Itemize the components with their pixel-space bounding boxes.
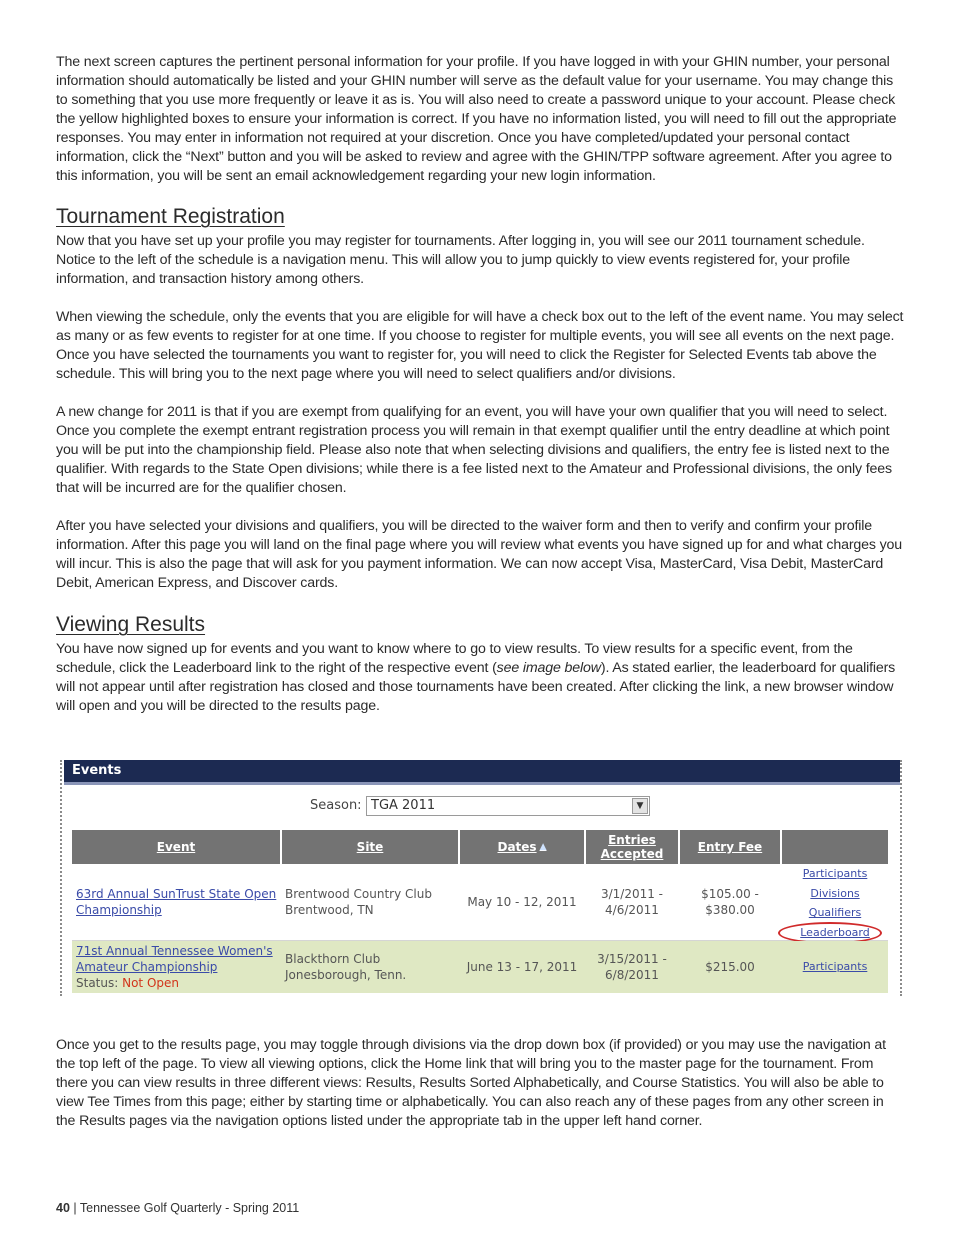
- event-name-link[interactable]: [76, 943, 273, 991]
- event-name-line1[interactable]: 71st Annual Tennessee Women's: [76, 944, 273, 958]
- site-name: Blackthorn Club: [285, 952, 381, 966]
- event-name-line1[interactable]: 63rd Annual SunTrust State Open: [76, 887, 277, 901]
- status-value: Not Open: [122, 976, 179, 990]
- table-row: [72, 864, 888, 941]
- results-paragraph-1: [56, 640, 906, 716]
- entries-header-line2: Accepted: [600, 847, 664, 861]
- heading-viewing-results: Viewing Results: [56, 613, 206, 636]
- fee-min: $105.00 -: [701, 887, 759, 901]
- registration-paragraph-2: When viewing the schedule, only the events that you are eligible for will have a check box out to the left of the event name. You may select as many or as few events to register for at one time. If you choose to register for multiple events, you will see all events on the next page. Once you have selected the tournaments you want to register for, you will need to click the Register for Selected Events tab above the schedule. This will bring you to the next page where you will need to select qualifiers and/or divisions.: [56, 309, 904, 382]
- intro-paragraph: The next screen captures the pertinent personal information for your profile. If you have logged in with your GHIN number, your personal information should automatically be listed and your GHIN number will serve as the default value for your username. You may change this to something that you use more frequently or leave it as is. You will also need to create a password unique to your account. Please check the yellow highlighted boxes to ensure your information is correct. If you have no information listed, you will need to fill out the appropriate responses. You may enter in information not required at your discretion. Once you have completed/updated your personal contact information, click the “Next” button and you will be asked to review and agree with the GHIN/TPP software agreement. After you agree to this information, you will be sent an email acknowledgement regarding your new login information.: [56, 54, 897, 184]
- site-location: Brentwood, TN: [285, 903, 374, 917]
- fee-header-label: Entry Fee: [697, 840, 763, 854]
- event-name-line2[interactable]: Amateur Championship: [76, 960, 218, 974]
- events-screenshot: [60, 760, 902, 996]
- entries-end: 6/8/2011: [605, 968, 659, 982]
- event-status: [76, 975, 273, 991]
- event-site: [285, 886, 432, 918]
- registration-paragraph-1: Now that you have set up your profile you may register for tournaments. After logging in, you will see our 2011 tournament schedule. Notice to the left of the schedule is a navigation menu. This will allow you to jump quickly to view events registered for, your profile information, and transaction history among others.: [56, 233, 865, 287]
- season-value: TGA 2011: [371, 798, 436, 813]
- event-site: [285, 951, 406, 983]
- season-select[interactable]: [366, 796, 650, 816]
- leaderboard-link[interactable]: Leaderboard: [800, 925, 870, 939]
- column-header-event[interactable]: [72, 830, 280, 864]
- event-name-line2[interactable]: Championship: [76, 903, 162, 917]
- column-header-entry-fee[interactable]: [680, 830, 780, 864]
- chevron-down-icon[interactable]: ▼: [632, 798, 648, 814]
- entries-accepted: [586, 886, 678, 918]
- event-dates: May 10 - 12, 2011: [467, 895, 577, 909]
- page-number: 40: [56, 1201, 70, 1215]
- entry-fee: $215.00: [705, 960, 755, 974]
- entries-start: 3/1/2011 -: [600, 887, 664, 901]
- participants-link[interactable]: Participants: [802, 867, 868, 880]
- column-header-dates[interactable]: [460, 830, 584, 864]
- results-paragraph-2: Once you get to the results page, you may toggle through divisions via the drop down box (if provided) or you may use the navigation at the top left of the page. To view all viewing options, click the Home link that will bring you to the master page for the tournament. From there you can view results in three different views: Results, Results Sorted Alphabetically, and Course Statistics. You will also be able to view Tee Times from this page; either by starting time or alphabetically. You can also reach any of these pages from any other screen in the Results pages via the navigation options listed under the appropriate tab in the upper left hand corner.: [56, 1037, 886, 1129]
- event-name-link[interactable]: [76, 886, 276, 918]
- column-header-actions: [782, 830, 888, 864]
- fee-max: $380.00: [705, 903, 755, 917]
- event-dates: June 13 - 17, 2011: [466, 960, 578, 974]
- sort-asc-icon: ▲: [539, 842, 547, 852]
- entries-end: 4/6/2011: [605, 903, 659, 917]
- results-text-end: ). As stated earlier, the leaderboard for qualifiers will not appear until after registration has closed and those tournaments have been created. After clicking the link, a new browser window will open and you will be directed to the results page.: [56, 660, 896, 714]
- publication-name: Tennessee Golf Quarterly - Spring 2011: [79, 1201, 300, 1215]
- site-name: Brentwood Country Club: [285, 887, 432, 901]
- entries-accepted: [586, 951, 678, 983]
- participants-link[interactable]: Participants: [802, 960, 868, 973]
- qualifiers-link[interactable]: Qualifiers: [808, 906, 862, 919]
- events-title-underline: [64, 782, 900, 785]
- site-location: Jonesborough, Tenn.: [285, 968, 407, 982]
- entry-fee: [680, 886, 780, 918]
- dates-header-label: Dates: [497, 840, 537, 854]
- page-footer: [56, 1201, 299, 1215]
- entries-header-line1: Entries: [608, 833, 656, 847]
- divisions-link[interactable]: Divisions: [810, 886, 860, 900]
- table-row: [72, 941, 888, 993]
- site-header-label: Site: [356, 840, 384, 854]
- heading-tournament-registration: Tournament Registration: [56, 205, 285, 228]
- status-label: Status:: [76, 976, 119, 990]
- column-header-site[interactable]: [282, 830, 458, 864]
- events-title-bar: Events: [64, 760, 900, 782]
- season-label: Season:: [310, 798, 362, 813]
- results-text-start: You have now signed up for events and you want to know where to go to view results. To view results for a specific event, from the schedule, click the Leaderboard link to the right of the respective event (: [56, 641, 853, 676]
- event-links: [782, 959, 888, 975]
- registration-paragraph-4: After you have selected your divisions and qualifiers, you will be directed to the waiver form and then to verify and confirm your profile information. After this page you will land on the final page where you will review what events you have signed up for and what charges you will incur. This is also the page that will ask for you payment information. We can now accept Visa, MasterCard, Visa Debit, MasterCard Debit, American Express, and Discover cards.: [56, 518, 903, 591]
- results-text-italic: see image below: [496, 660, 601, 676]
- event-header-label: Event: [156, 840, 196, 854]
- registration-paragraph-3: A new change for 2011 is that if you are exempt from qualifying for an event, you will have your own qualifier that you will need to select. Once you complete the exempt entrant registration process you will remain in that exempt qualifier until the entry deadline at which point you will be put into the championship field. Please also note that when selecting divisions and qualifiers, the entry fee is listed next to the qualifier. With regards to the State Open divisions; while there is a fee listed next to the Amateur and Professional divisions, the only fees that will be incurred are for the qualifier chosen.: [56, 404, 892, 496]
- column-header-entries-accepted[interactable]: [586, 830, 678, 864]
- footer-separator: |: [69, 1201, 80, 1215]
- entries-start: 3/15/2011 -: [597, 952, 667, 966]
